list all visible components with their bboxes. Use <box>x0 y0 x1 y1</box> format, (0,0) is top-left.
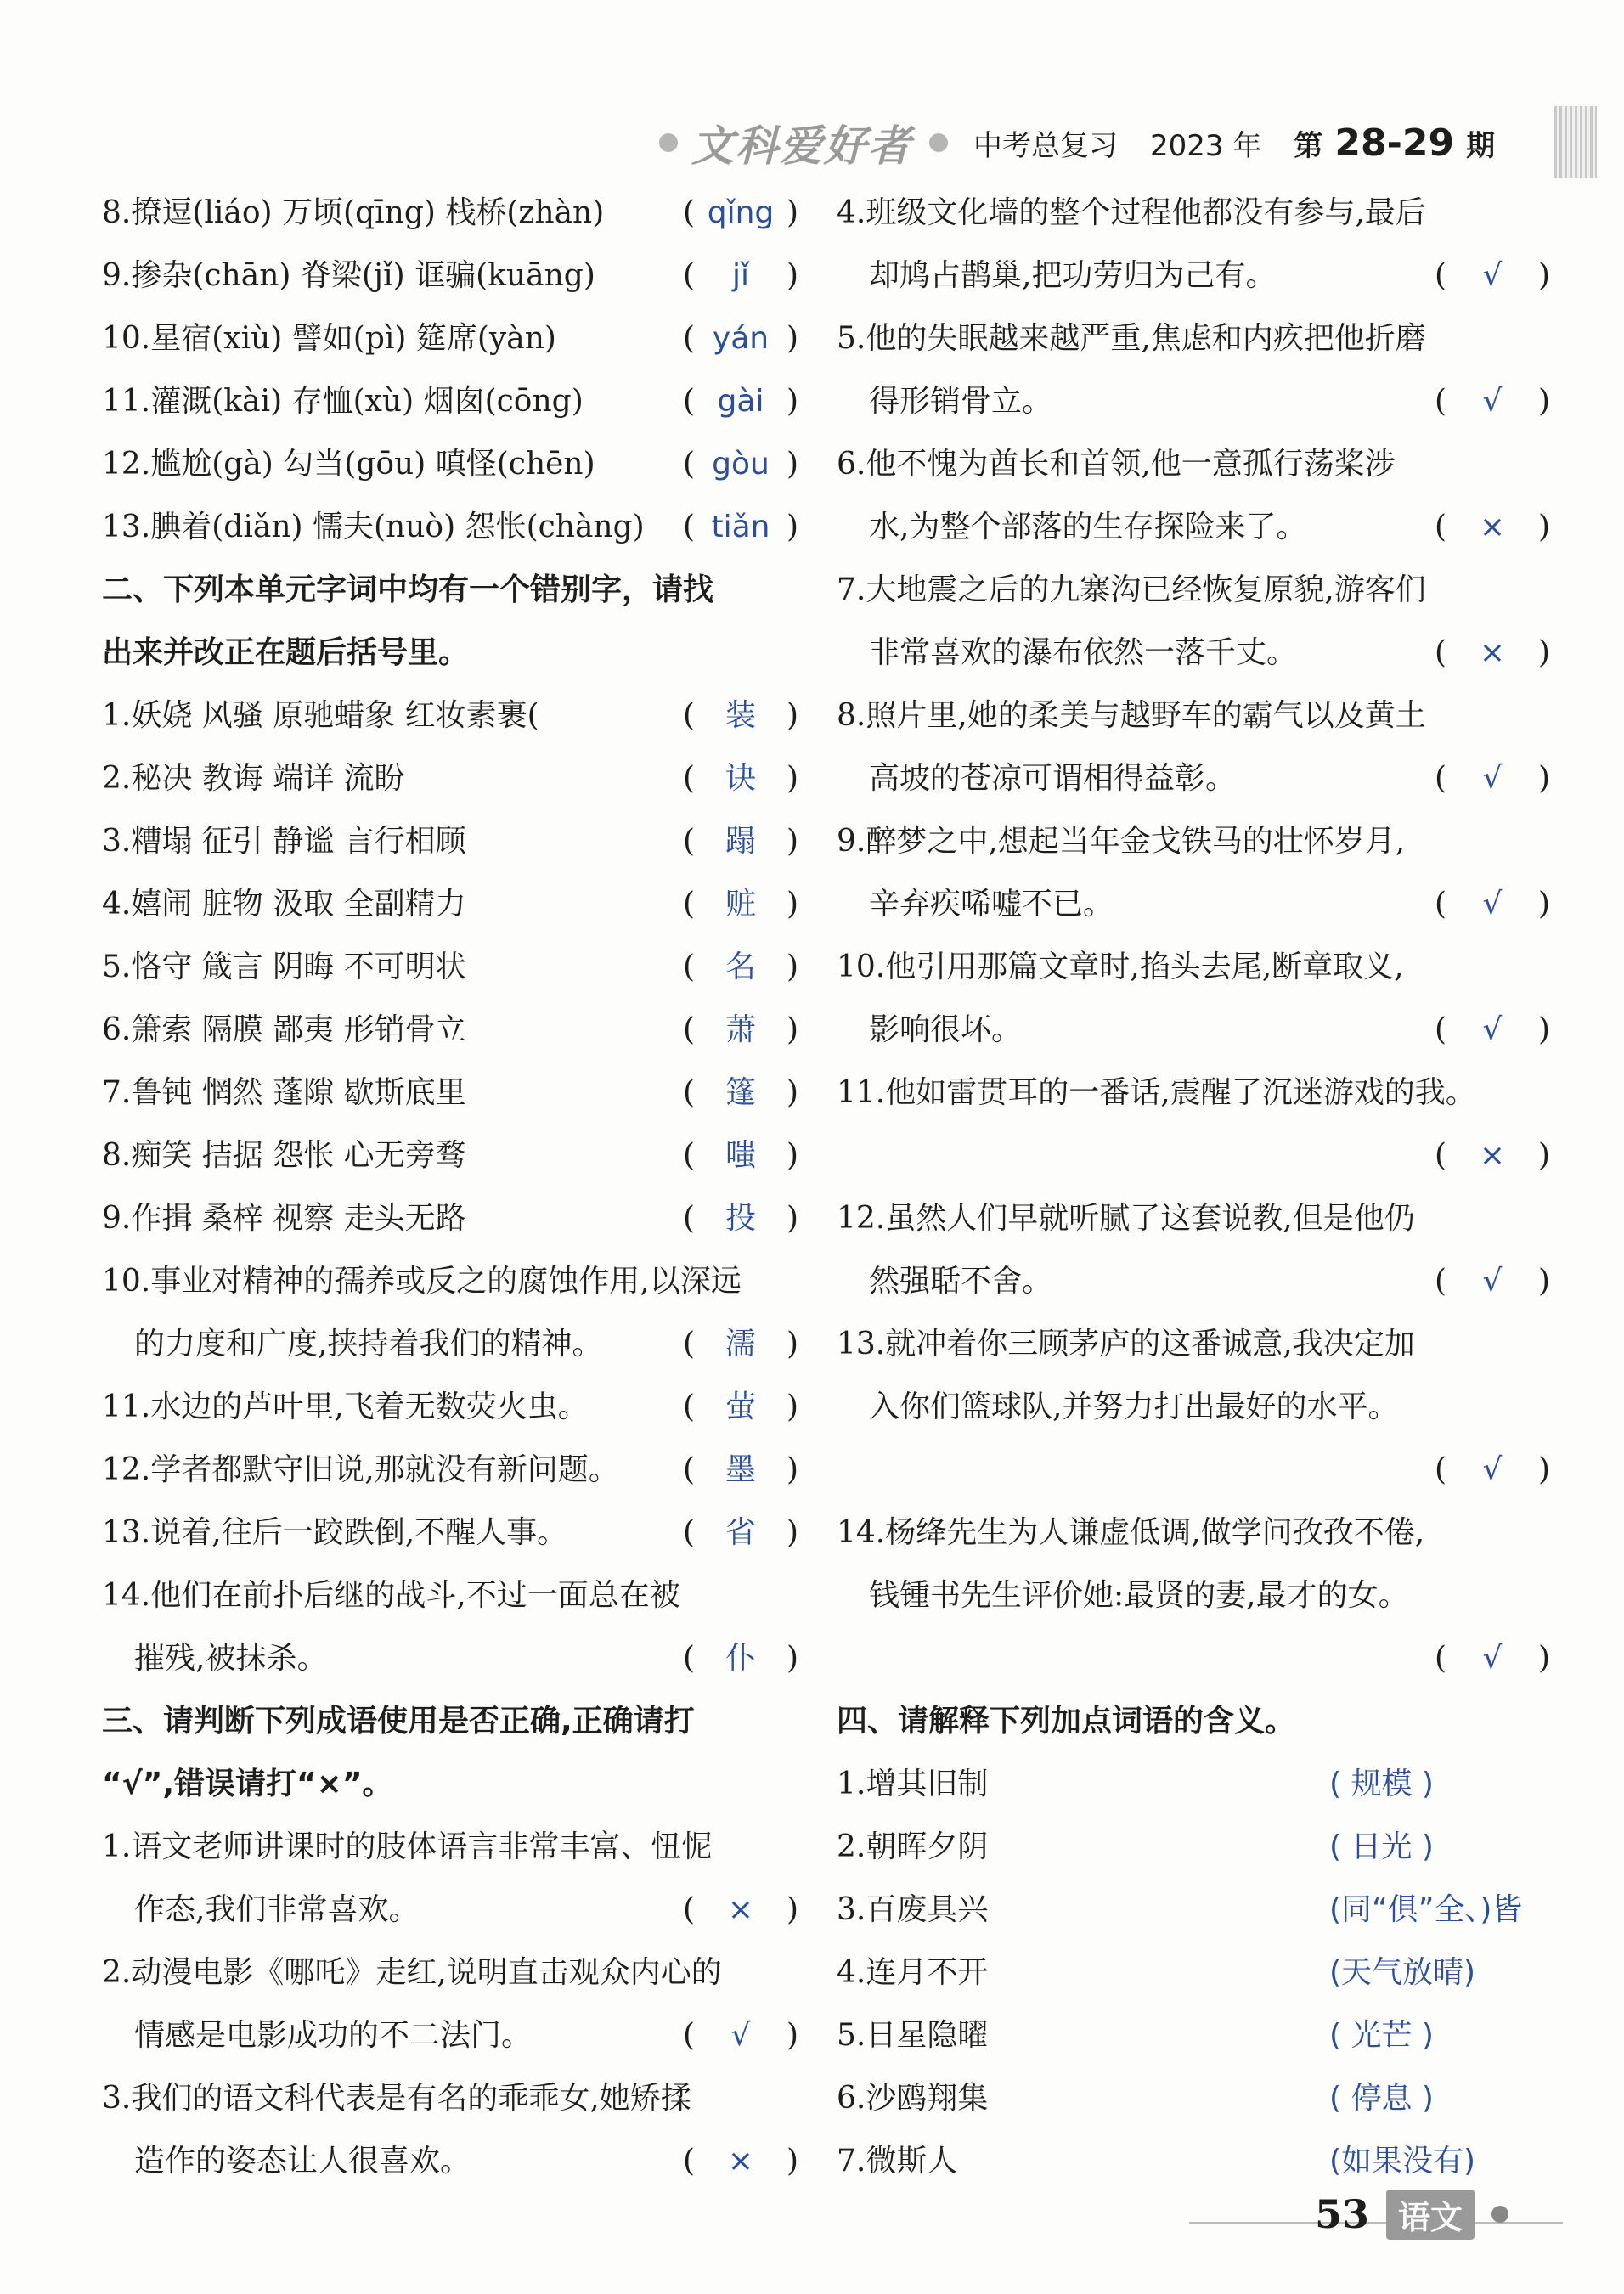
answer-box <box>683 307 798 370</box>
question-text: 14.杨绛先生为人谦虚低调,做学问孜孜不倦, <box>837 1515 1425 1550</box>
question-text: 1.语文老师讲课时的肢体语言非常丰富、忸怩 <box>102 1829 713 1864</box>
question-line <box>837 1313 1550 1376</box>
question-line <box>837 622 1550 685</box>
open-paren: ( <box>683 1012 696 1047</box>
question-line <box>837 810 1550 873</box>
close-paren: ) <box>786 2018 798 2053</box>
section-title: 三、请判断下列成语使用是否正确,正确请打 <box>102 1704 695 1739</box>
answer-value: 墨 <box>725 1452 756 1487</box>
open-paren: ( <box>1435 887 1447 922</box>
answer-value: 仆 <box>725 1641 756 1676</box>
question-text: 得形销骨立。 <box>869 384 1053 419</box>
question-text: 8.痴笑 拮据 怨怅 心无旁骛 <box>102 1138 466 1173</box>
question-text: 14.他们在前扑后继的战斗,不过一面总在被 <box>102 1578 680 1613</box>
answer-value: × <box>1479 1138 1506 1173</box>
close-paren: ) <box>786 1452 798 1487</box>
brand-logo: 文科爱好者 <box>691 121 912 171</box>
answer-box <box>683 999 798 1062</box>
answer-box <box>683 1502 798 1564</box>
section-title: “√”,错误请打“×”。 <box>102 1767 393 1801</box>
answer-box <box>1435 1627 1550 1690</box>
question-text: 作态,我们非常喜欢。 <box>134 1892 420 1927</box>
open-paren: ( <box>683 195 696 230</box>
answer-box <box>683 1313 798 1376</box>
answer-value: 赃 <box>725 887 756 922</box>
close-paren: ) <box>1537 761 1550 796</box>
answer-value: √ <box>1482 1641 1503 1676</box>
question-text: 6.他不愧为酋长和首领,他一意孤行荡桨涉 <box>837 447 1396 482</box>
answer-value: 诀 <box>725 761 756 796</box>
open-paren: ( <box>1435 635 1447 670</box>
answer-value: √ <box>1482 1452 1503 1487</box>
answer-box <box>683 873 798 936</box>
answer-box <box>683 747 798 810</box>
close-paren: ) <box>786 1515 798 1550</box>
question-line <box>102 1376 798 1439</box>
question-text: 12.虽然人们早就听腻了这套说教,但是他仍 <box>837 1201 1415 1236</box>
open-paren: ( <box>683 824 696 859</box>
answer-box <box>683 1439 798 1502</box>
answer-value: 投 <box>725 1201 756 1236</box>
close-paren: ) <box>1537 1138 1550 1173</box>
close-paren: ) <box>786 195 798 230</box>
close-paren: ) <box>786 258 798 293</box>
question-text: 10.星宿(xiù) 譬如(pì) 筵席(yàn) <box>102 321 556 356</box>
answer-box <box>683 1124 798 1187</box>
issue-prefix: 第 <box>1294 128 1323 163</box>
question-text: 1.妖娆 风骚 原驰蜡象 红妆素裹( <box>102 698 539 733</box>
answer-box <box>683 1879 798 1942</box>
question-line <box>102 2004 798 2067</box>
answer-box <box>683 1627 798 1690</box>
definition-answer <box>1329 2067 1550 2130</box>
question-line <box>102 370 798 433</box>
question-line <box>837 1627 1550 1690</box>
answer-value: (天气放晴) <box>1329 1955 1476 1990</box>
answer-box <box>1435 747 1550 810</box>
question-text: 11.他如雷贯耳的一番话,震醒了沉迷游戏的我。 <box>837 1075 1476 1110</box>
open-paren: ( <box>683 1075 696 1110</box>
definition-line <box>837 1753 1550 1816</box>
question-text: 12.尴尬(gà) 勾当(gōu) 嗔怪(chēn) <box>102 447 595 482</box>
bullet-dot-icon <box>929 133 948 152</box>
question-line <box>102 936 798 999</box>
question-text: 钱锺书先生评价她:最贤的妻,最才的女。 <box>869 1578 1409 1613</box>
question-line <box>837 1062 1550 1124</box>
issue-suffix: 期 <box>1466 128 1496 163</box>
question-line <box>837 307 1550 370</box>
question-text: 的力度和广度,挟持着我们的精神。 <box>134 1327 603 1361</box>
answer-value: ( 规模 ) <box>1329 1767 1434 1801</box>
edition-label: 中考总复习 <box>973 128 1118 163</box>
answer-value: × <box>727 2144 754 2178</box>
answer-value: 省 <box>725 1515 756 1550</box>
question-line <box>102 1439 798 1502</box>
answer-box <box>683 245 798 307</box>
term-text: 3.百废具兴 <box>837 1892 989 1927</box>
question-line <box>102 1187 798 1250</box>
term-text: 1.增其旧制 <box>837 1767 989 1801</box>
answer-value: × <box>727 1892 754 1927</box>
answer-value: ( 停息 ) <box>1329 2081 1434 2116</box>
answer-value: √ <box>1482 1012 1503 1047</box>
close-paren: ) <box>786 1201 798 1236</box>
question-line <box>102 810 798 873</box>
question-line <box>102 1564 798 1627</box>
question-line <box>837 1439 1550 1502</box>
question-line <box>102 1250 798 1313</box>
close-paren: ) <box>1537 1452 1550 1487</box>
term-text: 5.日星隐曜 <box>837 2018 989 2053</box>
answer-value: ( 光芒 ) <box>1329 2018 1434 2053</box>
left-column <box>102 182 798 2193</box>
close-paren: ) <box>786 2144 798 2178</box>
definition-answer <box>1329 2130 1550 2193</box>
close-paren: ) <box>1537 1012 1550 1047</box>
question-text: 3.我们的语文科代表是有名的乖乖女,她矫揉 <box>102 2081 691 2116</box>
question-text: 13.就冲着你三顾茅庐的这番诚意,我决定加 <box>837 1327 1415 1361</box>
question-line <box>837 873 1550 936</box>
question-line <box>102 1879 798 1942</box>
definition-answer <box>1329 2004 1550 2067</box>
close-paren: ) <box>786 1138 798 1173</box>
open-paren: ( <box>683 510 696 544</box>
open-paren: ( <box>683 1892 696 1927</box>
close-paren: ) <box>786 510 798 544</box>
question-text: 5.他的失眠越来越严重,焦虑和内疚把他折磨 <box>837 321 1426 356</box>
question-line <box>837 1250 1550 1313</box>
question-line <box>102 1942 798 2004</box>
definition-line <box>837 1816 1550 1879</box>
close-paren: ) <box>1537 887 1550 922</box>
question-text: 非常喜欢的瀑布依然一落千丈。 <box>869 635 1298 670</box>
definition-answer <box>1329 1753 1550 1816</box>
question-line <box>837 685 1550 747</box>
definition-line <box>837 1942 1550 2004</box>
answer-value: jǐ <box>731 258 749 293</box>
answer-box <box>1435 999 1550 1062</box>
close-paren: ) <box>786 1075 798 1110</box>
answer-value: √ <box>1482 1264 1503 1299</box>
bullet-dot-icon <box>659 133 678 152</box>
answer-box <box>683 182 798 245</box>
open-paren: ( <box>1435 258 1447 293</box>
question-line <box>102 182 798 245</box>
open-paren: ( <box>683 1515 696 1550</box>
close-paren: ) <box>786 1389 798 1424</box>
open-paren: ( <box>683 384 696 419</box>
answer-box <box>683 1376 798 1439</box>
question-line <box>102 873 798 936</box>
question-line <box>837 1502 1550 1564</box>
answer-value: qǐng <box>707 195 775 230</box>
question-line <box>102 496 798 559</box>
answer-box <box>1435 370 1550 433</box>
open-paren: ( <box>683 1452 696 1487</box>
open-paren: ( <box>1435 1641 1447 1676</box>
question-text: 6.箫索 隔膜 鄙夷 形销骨立 <box>102 1012 466 1047</box>
answer-value: gài <box>717 384 764 419</box>
answer-box <box>1435 873 1550 936</box>
question-text: 8.照片里,她的柔美与越野车的霸气以及黄土 <box>837 698 1426 733</box>
answer-box <box>683 496 798 559</box>
question-line <box>102 1502 798 1564</box>
answer-value: √ <box>730 2018 751 2053</box>
open-paren: ( <box>683 761 696 796</box>
answer-value: yán <box>712 321 770 356</box>
question-text: 5.恪守 箴言 阴晦 不可明状 <box>102 950 466 984</box>
question-line <box>837 1187 1550 1250</box>
open-paren: ( <box>1435 384 1447 419</box>
page-number: 53 <box>1315 2191 1370 2237</box>
question-line <box>837 496 1550 559</box>
open-paren: ( <box>683 258 696 293</box>
year-label: 2023 年 <box>1150 128 1262 163</box>
definition-line <box>837 2130 1550 2193</box>
definition-answer <box>1329 1879 1550 1942</box>
close-paren: ) <box>786 698 798 733</box>
answer-value: 篷 <box>725 1075 756 1110</box>
close-paren: ) <box>786 384 798 419</box>
question-text: 8.撩逗(liáo) 万顷(qīng) 栈桥(zhàn) <box>102 195 605 230</box>
section-title: 四、请解释下列加点词语的含义。 <box>837 1704 1296 1739</box>
subject-badge: 语文 <box>1386 2190 1475 2240</box>
answer-box <box>1435 1250 1550 1313</box>
question-text: 影响很坏。 <box>869 1012 1023 1047</box>
answer-box <box>683 685 798 747</box>
question-line <box>837 182 1550 245</box>
question-line <box>102 1313 798 1376</box>
open-paren: ( <box>683 950 696 984</box>
answer-value: √ <box>1482 887 1503 922</box>
open-paren: ( <box>683 887 696 922</box>
open-paren: ( <box>1435 1452 1447 1487</box>
question-line <box>102 1062 798 1124</box>
question-text: 4.嬉闹 脏物 汲取 全副精力 <box>102 887 466 922</box>
close-paren: ) <box>786 761 798 796</box>
question-text: 高坡的苍凉可谓相得益彰。 <box>869 761 1237 796</box>
open-paren: ( <box>683 1138 696 1173</box>
definition-line <box>837 1879 1550 1942</box>
question-text: 7.大地震之后的九寨沟已经恢复原貌,游客们 <box>837 572 1426 607</box>
section-title: 出来并改正在题后括号里。 <box>102 635 470 670</box>
question-line <box>102 685 798 747</box>
question-text: 12.学者都默守旧说,那就没有新问题。 <box>102 1452 619 1487</box>
open-paren: ( <box>1435 510 1447 544</box>
close-paren: ) <box>1537 384 1550 419</box>
header-stripe <box>1554 106 1597 178</box>
answer-value: √ <box>1482 761 1503 796</box>
answer-value: √ <box>1482 384 1503 419</box>
answer-box <box>1435 1439 1550 1502</box>
answer-value: √ <box>1482 258 1503 293</box>
question-text: 10.事业对精神的孺养或反之的腐蚀作用,以深远 <box>102 1264 742 1299</box>
answer-value: 萤 <box>725 1389 756 1424</box>
answer-box <box>683 1187 798 1250</box>
answer-box <box>1435 496 1550 559</box>
answer-value: 名 <box>725 950 756 984</box>
question-text: 摧残,被抹杀。 <box>134 1641 328 1676</box>
question-line <box>102 245 798 307</box>
answer-box <box>1435 1124 1550 1187</box>
answer-box <box>683 936 798 999</box>
open-paren: ( <box>1435 761 1447 796</box>
question-text: 9.醉梦之中,想起当年金戈铁马的壮怀岁月, <box>837 824 1406 859</box>
close-paren: ) <box>786 824 798 859</box>
answer-value: (同“俱”全、)皆 <box>1329 1892 1523 1927</box>
question-line <box>102 433 798 496</box>
open-paren: ( <box>1435 1264 1447 1299</box>
open-paren: ( <box>683 698 696 733</box>
definition-answer <box>1329 1942 1550 2004</box>
question-line <box>837 1124 1550 1187</box>
answer-value: 装 <box>725 698 756 733</box>
close-paren: ) <box>786 887 798 922</box>
right-column <box>837 182 1550 2193</box>
close-paren: ) <box>1537 1641 1550 1676</box>
question-line <box>837 1564 1550 1627</box>
definition-line <box>837 2067 1550 2130</box>
answer-box <box>1435 622 1550 685</box>
close-paren: ) <box>786 1641 798 1676</box>
question-line <box>102 747 798 810</box>
answer-value: 蹋 <box>725 824 756 859</box>
answer-box <box>683 810 798 873</box>
question-text: 情感是电影成功的不二法门。 <box>134 2018 533 2053</box>
close-paren: ) <box>786 950 798 984</box>
open-paren: ( <box>683 1201 696 1236</box>
question-text: 10.他引用那篇文章时,掐头去尾,断章取义, <box>837 950 1404 984</box>
close-paren: ) <box>1537 510 1550 544</box>
answer-value: 嗤 <box>725 1138 756 1173</box>
answer-box <box>683 2130 798 2193</box>
close-paren: ) <box>1537 1264 1550 1299</box>
answer-box <box>683 370 798 433</box>
open-paren: ( <box>683 1641 696 1676</box>
close-paren: ) <box>786 321 798 356</box>
question-line <box>837 245 1550 307</box>
question-text: 造作的姿态让人很喜欢。 <box>134 2144 471 2178</box>
open-paren: ( <box>683 1327 696 1361</box>
answer-value: (如果没有) <box>1329 2144 1476 2178</box>
question-text: 却鸠占鹊巢,把功劳归为己有。 <box>869 258 1277 293</box>
question-text: 11.水边的芦叶里,飞着无数荧火虫。 <box>102 1389 589 1424</box>
question-line <box>102 307 798 370</box>
question-text: 4.班级文化墙的整个过程他都没有参与,最后 <box>837 195 1426 230</box>
answer-value: 萧 <box>725 1012 756 1047</box>
question-line <box>102 1627 798 1690</box>
answer-value: gòu <box>712 447 770 482</box>
question-text: 水,为整个部落的生存探险来了。 <box>869 510 1307 544</box>
close-paren: ) <box>786 447 798 482</box>
page-header <box>646 109 1563 177</box>
open-paren: ( <box>683 1389 696 1424</box>
open-paren: ( <box>683 2144 696 2178</box>
term-text: 2.朝晖夕阴 <box>837 1829 989 1864</box>
close-paren: ) <box>786 1892 798 1927</box>
answer-value: 濡 <box>725 1327 756 1361</box>
answer-value: ( 日光 ) <box>1329 1829 1434 1864</box>
question-text: 2.动漫电影《哪吒》走红,说明直击观众内心的 <box>102 1955 722 1990</box>
question-line <box>102 1816 798 1879</box>
open-paren: ( <box>683 2018 696 2053</box>
close-paren: ) <box>786 1012 798 1047</box>
question-text: 然强聒不舍。 <box>869 1264 1053 1299</box>
question-text: 13.说着,往后一跤跌倒,不醒人事。 <box>102 1515 568 1550</box>
answer-value: tiǎn <box>711 510 770 544</box>
question-line <box>837 936 1550 999</box>
question-line <box>837 370 1550 433</box>
definition-line <box>837 2004 1550 2067</box>
question-text: 9.掺杂(chān) 脊梁(jǐ) 诓骗(kuāng) <box>102 258 595 293</box>
close-paren: ) <box>1537 635 1550 670</box>
question-line <box>102 1124 798 1187</box>
question-text: 辛弃疾唏嘘不已。 <box>869 887 1114 922</box>
answer-box <box>683 2004 798 2067</box>
footer-dot-icon <box>1491 2206 1508 2223</box>
question-text: 13.腆着(diǎn) 懦夫(nuò) 怨怅(chàng) <box>102 510 645 544</box>
question-line <box>102 999 798 1062</box>
question-text: 2.秘决 教诲 端详 流盼 <box>102 761 405 796</box>
term-text: 4.连月不开 <box>837 1955 989 1990</box>
question-line <box>837 999 1550 1062</box>
answer-value: × <box>1479 510 1506 544</box>
section-title: 二、下列本单元字词中均有一个错别字，请找 <box>102 572 714 607</box>
question-text: 3.糟塌 征引 静谧 言行相顾 <box>102 824 466 859</box>
open-paren: ( <box>683 447 696 482</box>
answer-box <box>683 433 798 496</box>
question-line <box>837 1376 1550 1439</box>
definition-answer <box>1329 1816 1550 1879</box>
issue-number: 28-29 <box>1334 121 1455 165</box>
question-line <box>102 2130 798 2193</box>
question-line <box>837 747 1550 810</box>
question-text: 入你们篮球队,并努力打出最好的水平。 <box>869 1389 1399 1424</box>
answer-value: × <box>1479 635 1506 670</box>
question-line <box>837 559 1550 622</box>
question-text: 11.灌溉(kài) 存恤(xù) 烟囱(cōng) <box>102 384 584 419</box>
question-text: 9.作揖 桑梓 视察 走头无路 <box>102 1201 466 1236</box>
page-footer <box>1315 2184 1508 2244</box>
close-paren: ) <box>786 1327 798 1361</box>
answer-box <box>1435 245 1550 307</box>
term-text: 7.微斯人 <box>837 2144 958 2178</box>
question-line <box>837 433 1550 496</box>
question-text: 7.鲁钝 惘然 蓬隙 歇斯底里 <box>102 1075 466 1110</box>
question-line <box>102 2067 798 2130</box>
open-paren: ( <box>1435 1012 1447 1047</box>
term-text: 6.沙鸥翔集 <box>837 2081 989 2116</box>
open-paren: ( <box>1435 1138 1447 1173</box>
answer-box <box>683 1062 798 1124</box>
close-paren: ) <box>1537 258 1550 293</box>
open-paren: ( <box>683 321 696 356</box>
